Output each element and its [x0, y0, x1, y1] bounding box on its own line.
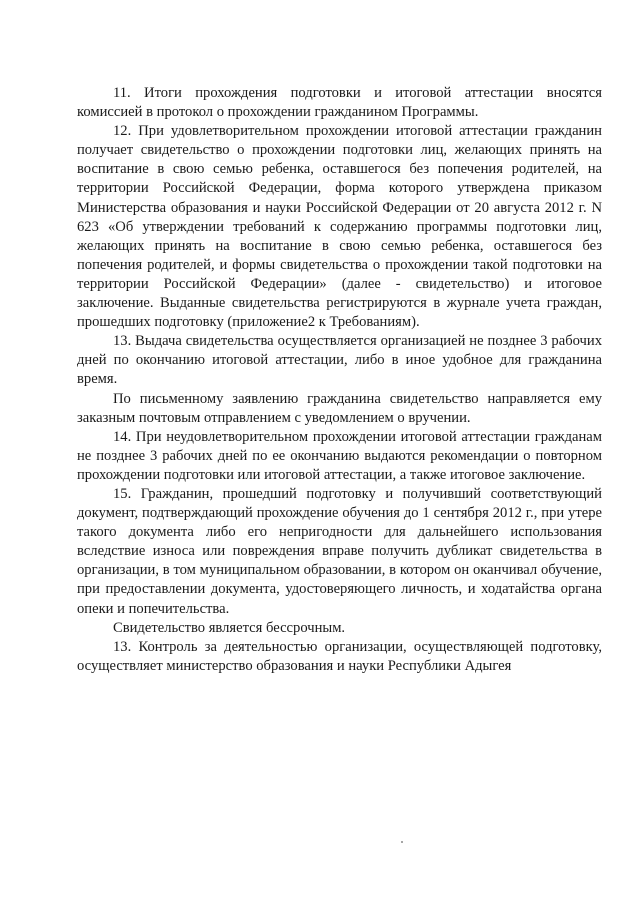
- document-body: [77, 84, 602, 676]
- paragraph-11-protocol: 11. Итоги прохождения подготовки и итоговой аттестации вносятся комиссией в протокол о прохождении гражданином Программы.: [77, 85, 602, 121]
- paragraph-validity: Свидетельство является бессрочным.: [113, 619, 346, 636]
- paragraph-13-control: 13. Контроль за деятельностью организации, осуществляющей подготовку, осуществляет министерство образования и науки Республики Адыгея: [77, 638, 602, 674]
- paragraph-12-certificate: 12. При удовлетворительном прохождении итоговой аттестации гражданин получает свидетельство о прохождении подготовки лиц, желающих принять на воспитание в свою семью ребенка, оставшегося без попечения родителей, на территории Российской Федерации, форма которого утверждена приказом Министерства образования и науки Российской Федерации от 20 августа 2012 г. N 623 «Об утверждении требований к содержанию программы подготовки лиц, желающих принять на воспитание в свою семью ребенка, оставшегося без попечения родителей, и формы свидетельства о прохождении такой подготовки на территории Российской Федерации» (далее - свидетельство) и итоговое заключение. Выданные свидетельства регистрируются в журнале учета граждан, прошедших подготовку (приложение2 к Требованиям).: [77, 123, 602, 331]
- paragraph-mail-delivery: По письменному заявлению гражданина свидетельство направляется ему заказным почтовым отправлением с уведомлением о вручении.: [77, 390, 602, 426]
- paragraph-15-duplicate: 15. Гражданин, прошедший подготовку и получивший соответствующий документ, подтверждающий прохождение обучения до 1 сентября 2012 г., при утере такого документа либо его непригодности для дальнейшего использования вследствие износа или повреждения вправе получить дубликат свидетельства в организации, в том муниципальном образовании, в котором он оканчивал обучение, при предоставлении документа, удостоверяющего личность, и ходатайства органа опеки и попечительства.: [77, 485, 602, 617]
- paragraph-13-issuance: 13. Выдача свидетельства осуществляется организацией не позднее 3 рабочих дней по окончанию итоговой аттестации, либо в иное удобное для гражданина время.: [77, 333, 602, 388]
- paragraph-14-unsatisfactory: 14. При неудовлетворительном прохождении итоговой аттестации гражданам не позднее 3 рабочих дней по ее окончанию выдаются рекомендации о повторном прохождении подготовки или итоговой аттестации, а также итоговое заключение.: [77, 428, 602, 483]
- scan-speck: [401, 841, 403, 843]
